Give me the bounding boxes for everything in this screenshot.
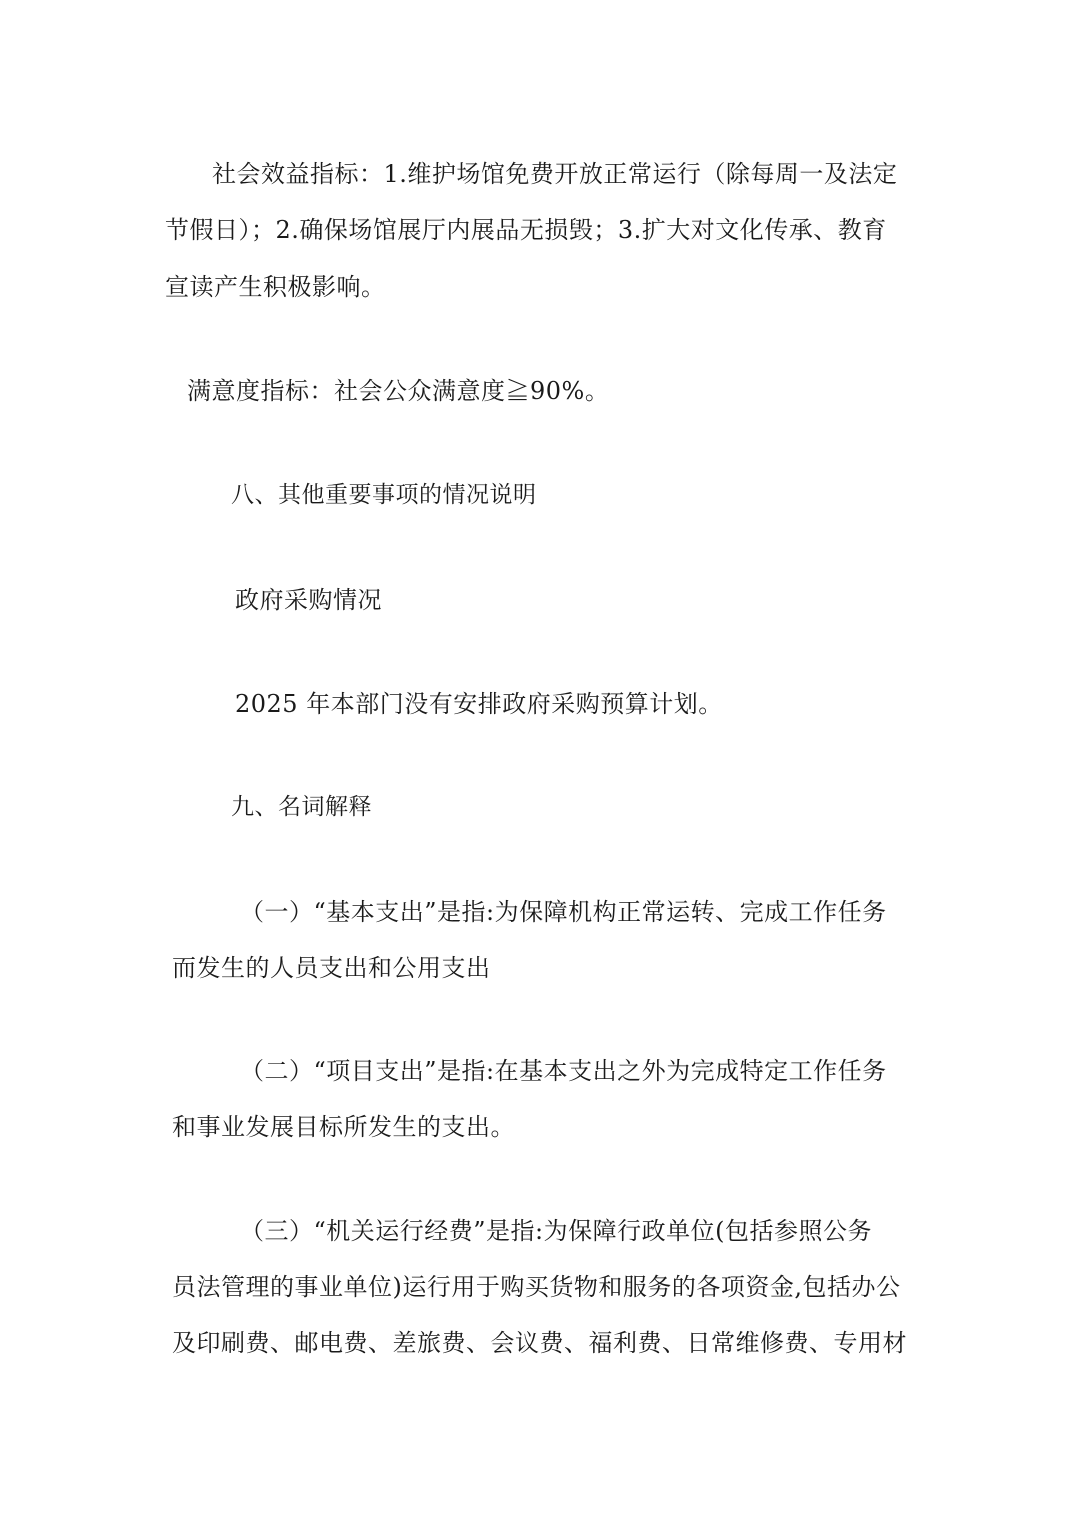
social-benefit-line-3: 宣读产生积极影响。 (165, 273, 386, 301)
term-1-line-1: （一）“基本支出”是指:为保障机构正常运转、完成工作任务 (240, 898, 887, 926)
section-8-heading: 八、其他重要事项的情况说明 (231, 482, 537, 508)
section-9-heading: 九、名词解释 (231, 794, 372, 820)
satisfaction-line: 满意度指标：社会公众满意度≧90%。 (187, 377, 610, 405)
term-3-line-1: （三）“机关运行经费”是指:为保障行政单位(包括参照公务 (240, 1217, 872, 1245)
term-2-line-1: （二）“项目支出”是指:在基本支出之外为完成特定工作任务 (240, 1057, 887, 1085)
section-8-body: 2025 年本部门没有安排政府采购预算计划。 (235, 690, 723, 718)
term-3-line-3: 及印刷费、邮电费、差旅费、会议费、福利费、日常维修费、专用材 (172, 1329, 907, 1357)
social-benefit-line-1: 社会效益指标：1.维护场馆免费开放正常运行（除每周一及法定 (212, 160, 898, 188)
term-2-line-2: 和事业发展目标所发生的支出。 (172, 1113, 515, 1141)
section-8-subheading: 政府采购情况 (235, 586, 382, 614)
term-3-line-2: 员法管理的事业单位)运行用于购买货物和服务的各项资金,包括办公 (172, 1273, 901, 1301)
social-benefit-line-2: 节假日）；2.确保场馆展厅内展品无损毁；3.扩大对文化传承、教育 (165, 216, 887, 244)
term-1-line-2: 而发生的人员支出和公用支出 (172, 954, 491, 982)
